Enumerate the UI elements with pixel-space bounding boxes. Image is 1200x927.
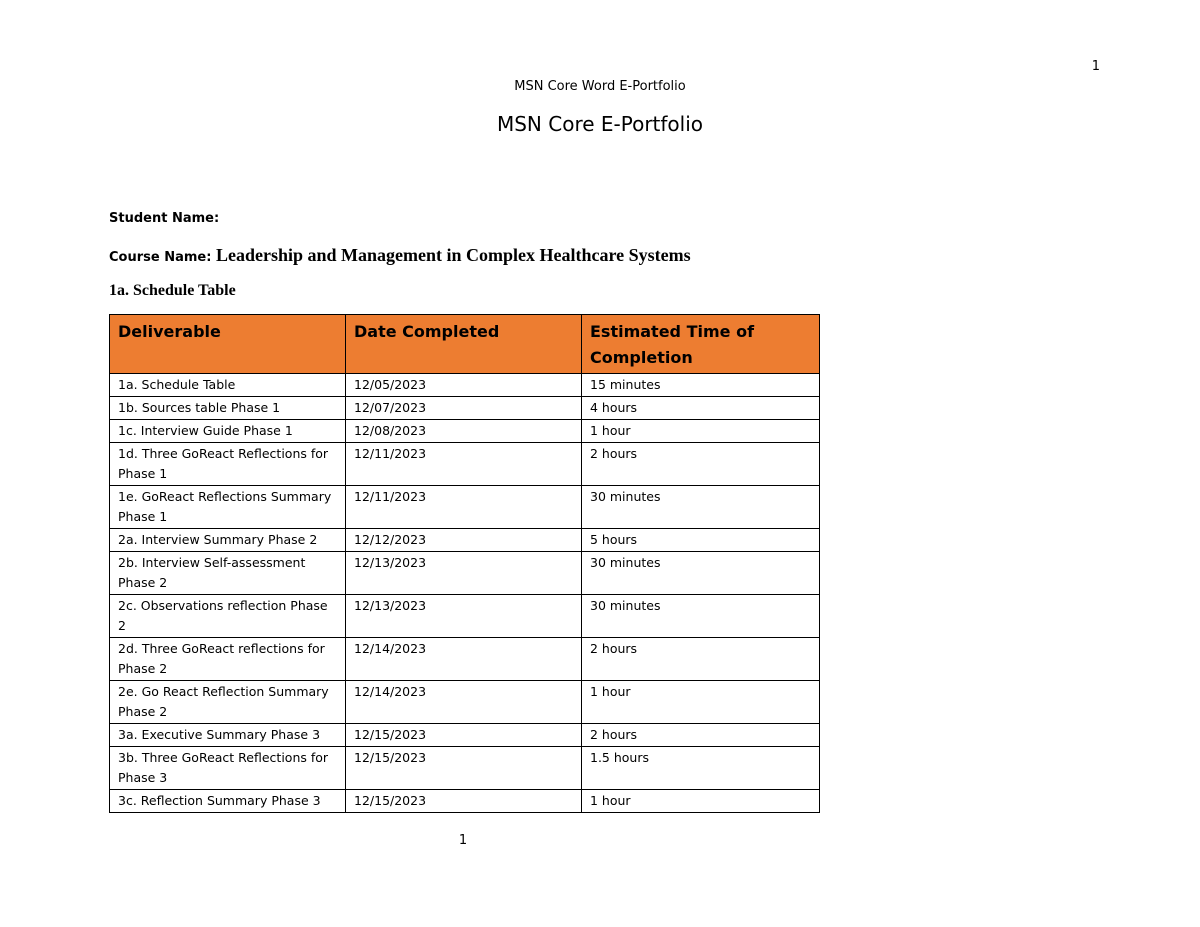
cell-deliverable: 1a. Schedule Table (110, 374, 346, 397)
footer-page-number: 1 (458, 833, 468, 848)
column-header-date-completed: Date Completed (346, 315, 582, 374)
cell-deliverable: 2b. Interview Self-assessment Phase 2 (110, 552, 346, 595)
table-row (110, 443, 820, 486)
cell-deliverable: 1e. GoReact Reflections Summary Phase 1 (110, 486, 346, 529)
table-row (110, 790, 820, 813)
cell-deliverable: 3c. Reflection Summary Phase 3 (110, 790, 346, 813)
cell-date-completed: 12/13/2023 (346, 595, 582, 638)
cell-estimated-time: 1.5 hours (582, 747, 820, 790)
cell-estimated-time: 4 hours (582, 397, 820, 420)
cell-estimated-time: 30 minutes (582, 552, 820, 595)
table-row (110, 420, 820, 443)
table-row (110, 681, 820, 724)
student-name-label: Student Name: (109, 211, 220, 226)
cell-estimated-time: 15 minutes (582, 374, 820, 397)
table-row (110, 595, 820, 638)
cell-deliverable: 1b. Sources table Phase 1 (110, 397, 346, 420)
section-heading: 1a. Schedule Table (109, 282, 236, 299)
table-body (110, 374, 820, 813)
table-header-row (110, 315, 820, 374)
cell-date-completed: 12/12/2023 (346, 529, 582, 552)
cell-date-completed: 12/15/2023 (346, 724, 582, 747)
cell-deliverable: 2a. Interview Summary Phase 2 (110, 529, 346, 552)
cell-deliverable: 2d. Three GoReact reflections for Phase 2 (110, 638, 346, 681)
table-row (110, 747, 820, 790)
cell-estimated-time: 5 hours (582, 529, 820, 552)
cell-deliverable: 1c. Interview Guide Phase 1 (110, 420, 346, 443)
cell-deliverable: 1d. Three GoReact Reflections for Phase 1 (110, 443, 346, 486)
cell-estimated-time: 1 hour (582, 420, 820, 443)
cell-date-completed: 12/15/2023 (346, 747, 582, 790)
cell-estimated-time: 30 minutes (582, 486, 820, 529)
course-name-line (109, 245, 691, 266)
table-row (110, 397, 820, 420)
cell-date-completed: 12/07/2023 (346, 397, 582, 420)
table-row (110, 374, 820, 397)
cell-estimated-time: 2 hours (582, 638, 820, 681)
course-name-value: Leadership and Management in Complex Healthcare Systems (215, 245, 691, 265)
cell-date-completed: 12/11/2023 (346, 486, 582, 529)
header-page-number: 1 (1091, 59, 1100, 74)
cell-estimated-time: 30 minutes (582, 595, 820, 638)
cell-deliverable: 3a. Executive Summary Phase 3 (110, 724, 346, 747)
course-name-label: Course Name: (109, 250, 216, 265)
cell-estimated-time: 1 hour (582, 790, 820, 813)
cell-estimated-time: 2 hours (582, 724, 820, 747)
cell-date-completed: 12/08/2023 (346, 420, 582, 443)
cell-date-completed: 12/15/2023 (346, 790, 582, 813)
table-row (110, 486, 820, 529)
cell-date-completed: 12/14/2023 (346, 681, 582, 724)
cell-date-completed: 12/05/2023 (346, 374, 582, 397)
cell-estimated-time: 1 hour (582, 681, 820, 724)
cell-deliverable: 2c. Observations reflection Phase 2 (110, 595, 346, 638)
cell-date-completed: 12/11/2023 (346, 443, 582, 486)
table-row (110, 529, 820, 552)
running-head: MSN Core Word E-Portfolio (514, 79, 686, 94)
cell-deliverable: 3b. Three GoReact Reflections for Phase 3 (110, 747, 346, 790)
cell-date-completed: 12/14/2023 (346, 638, 582, 681)
column-header-deliverable: Deliverable (110, 315, 346, 374)
table-row (110, 638, 820, 681)
page-title: MSN Core E-Portfolio (496, 112, 704, 136)
table-row (110, 552, 820, 595)
column-header-estimated-time: Estimated Time of Completion (582, 315, 820, 374)
cell-deliverable: 2e. Go React Reflection Summary Phase 2 (110, 681, 346, 724)
cell-estimated-time: 2 hours (582, 443, 820, 486)
schedule-table (109, 314, 820, 813)
table-row (110, 724, 820, 747)
cell-date-completed: 12/13/2023 (346, 552, 582, 595)
